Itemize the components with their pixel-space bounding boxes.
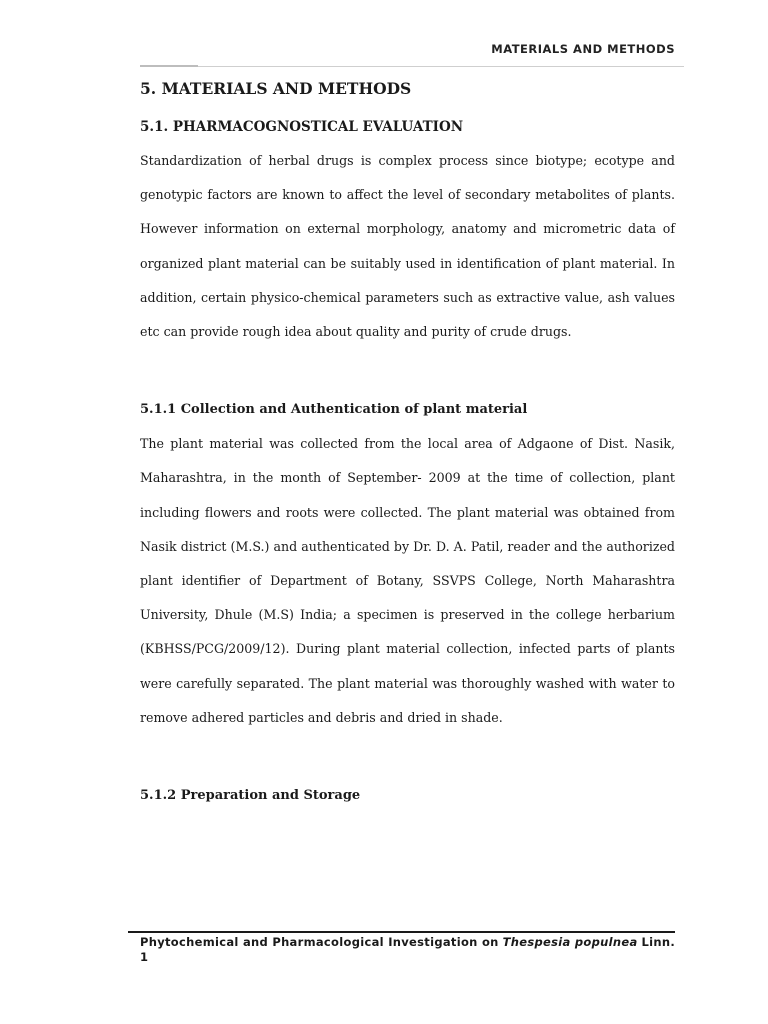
page-content [140, 76, 675, 806]
section-5-1-paragraph: Standardization of herbal drugs is complex process since biotype; ecotype and genotypic factors are known to affect the level of secondary metabolites of plants. However information on external morphology, anatomy and micrometric data of organized plant material can be suitably used in identification of plant material. In addition, certain physico-chemical parameters such as extractive value, ash values etc can provide rough idea about quality and purity of crude drugs. [140, 153, 675, 340]
running-header: MATERIALS AND METHODS [491, 42, 675, 56]
section-title-5-1-1: 5.1.1 Collection and Authentication of plant material [140, 402, 528, 418]
page-number: 1 [140, 950, 149, 964]
chapter-title: 5. MATERIALS AND METHODS [140, 79, 412, 98]
section-5-1-1-paragraph: The plant material was collected from the local area of Adgaone of Dist. Nasik, Maharashtra, in the month of September- 2009 at the time of collection, plant including flowers and roots were collected. The plant material was obtained from Nasik district (M.S.) and authenticated by Dr. D. A. Patil, reader and the authorized plant identifier of Department of Botany, SSVPS College, North Maharashtra University, Dhule (M.S) India; a specimen is preserved in the college herbarium (KBHSS/PCG/2009/12). During plant material collection, infected parts of plants were carefully separated. The plant material was thoroughly washed with water to remove adhered particles and debris and dried in shade. [140, 436, 675, 725]
footer-text-after: Linn. [641, 935, 675, 949]
footer-text-before: Phytochemical and Pharmacological Investigation on [140, 935, 499, 949]
section-title-5-1: 5.1. PHARMACOGNOSTICAL EVALUATION [140, 119, 464, 135]
page-footer [140, 935, 675, 965]
header-rule-accent [140, 65, 198, 67]
footer-species: Thespesia populnea [502, 935, 638, 949]
footer-rule [128, 931, 675, 933]
header-rule [140, 66, 684, 67]
section-title-5-1-2: 5.1.2 Preparation and Storage [140, 788, 361, 804]
footer-citation [140, 935, 675, 950]
